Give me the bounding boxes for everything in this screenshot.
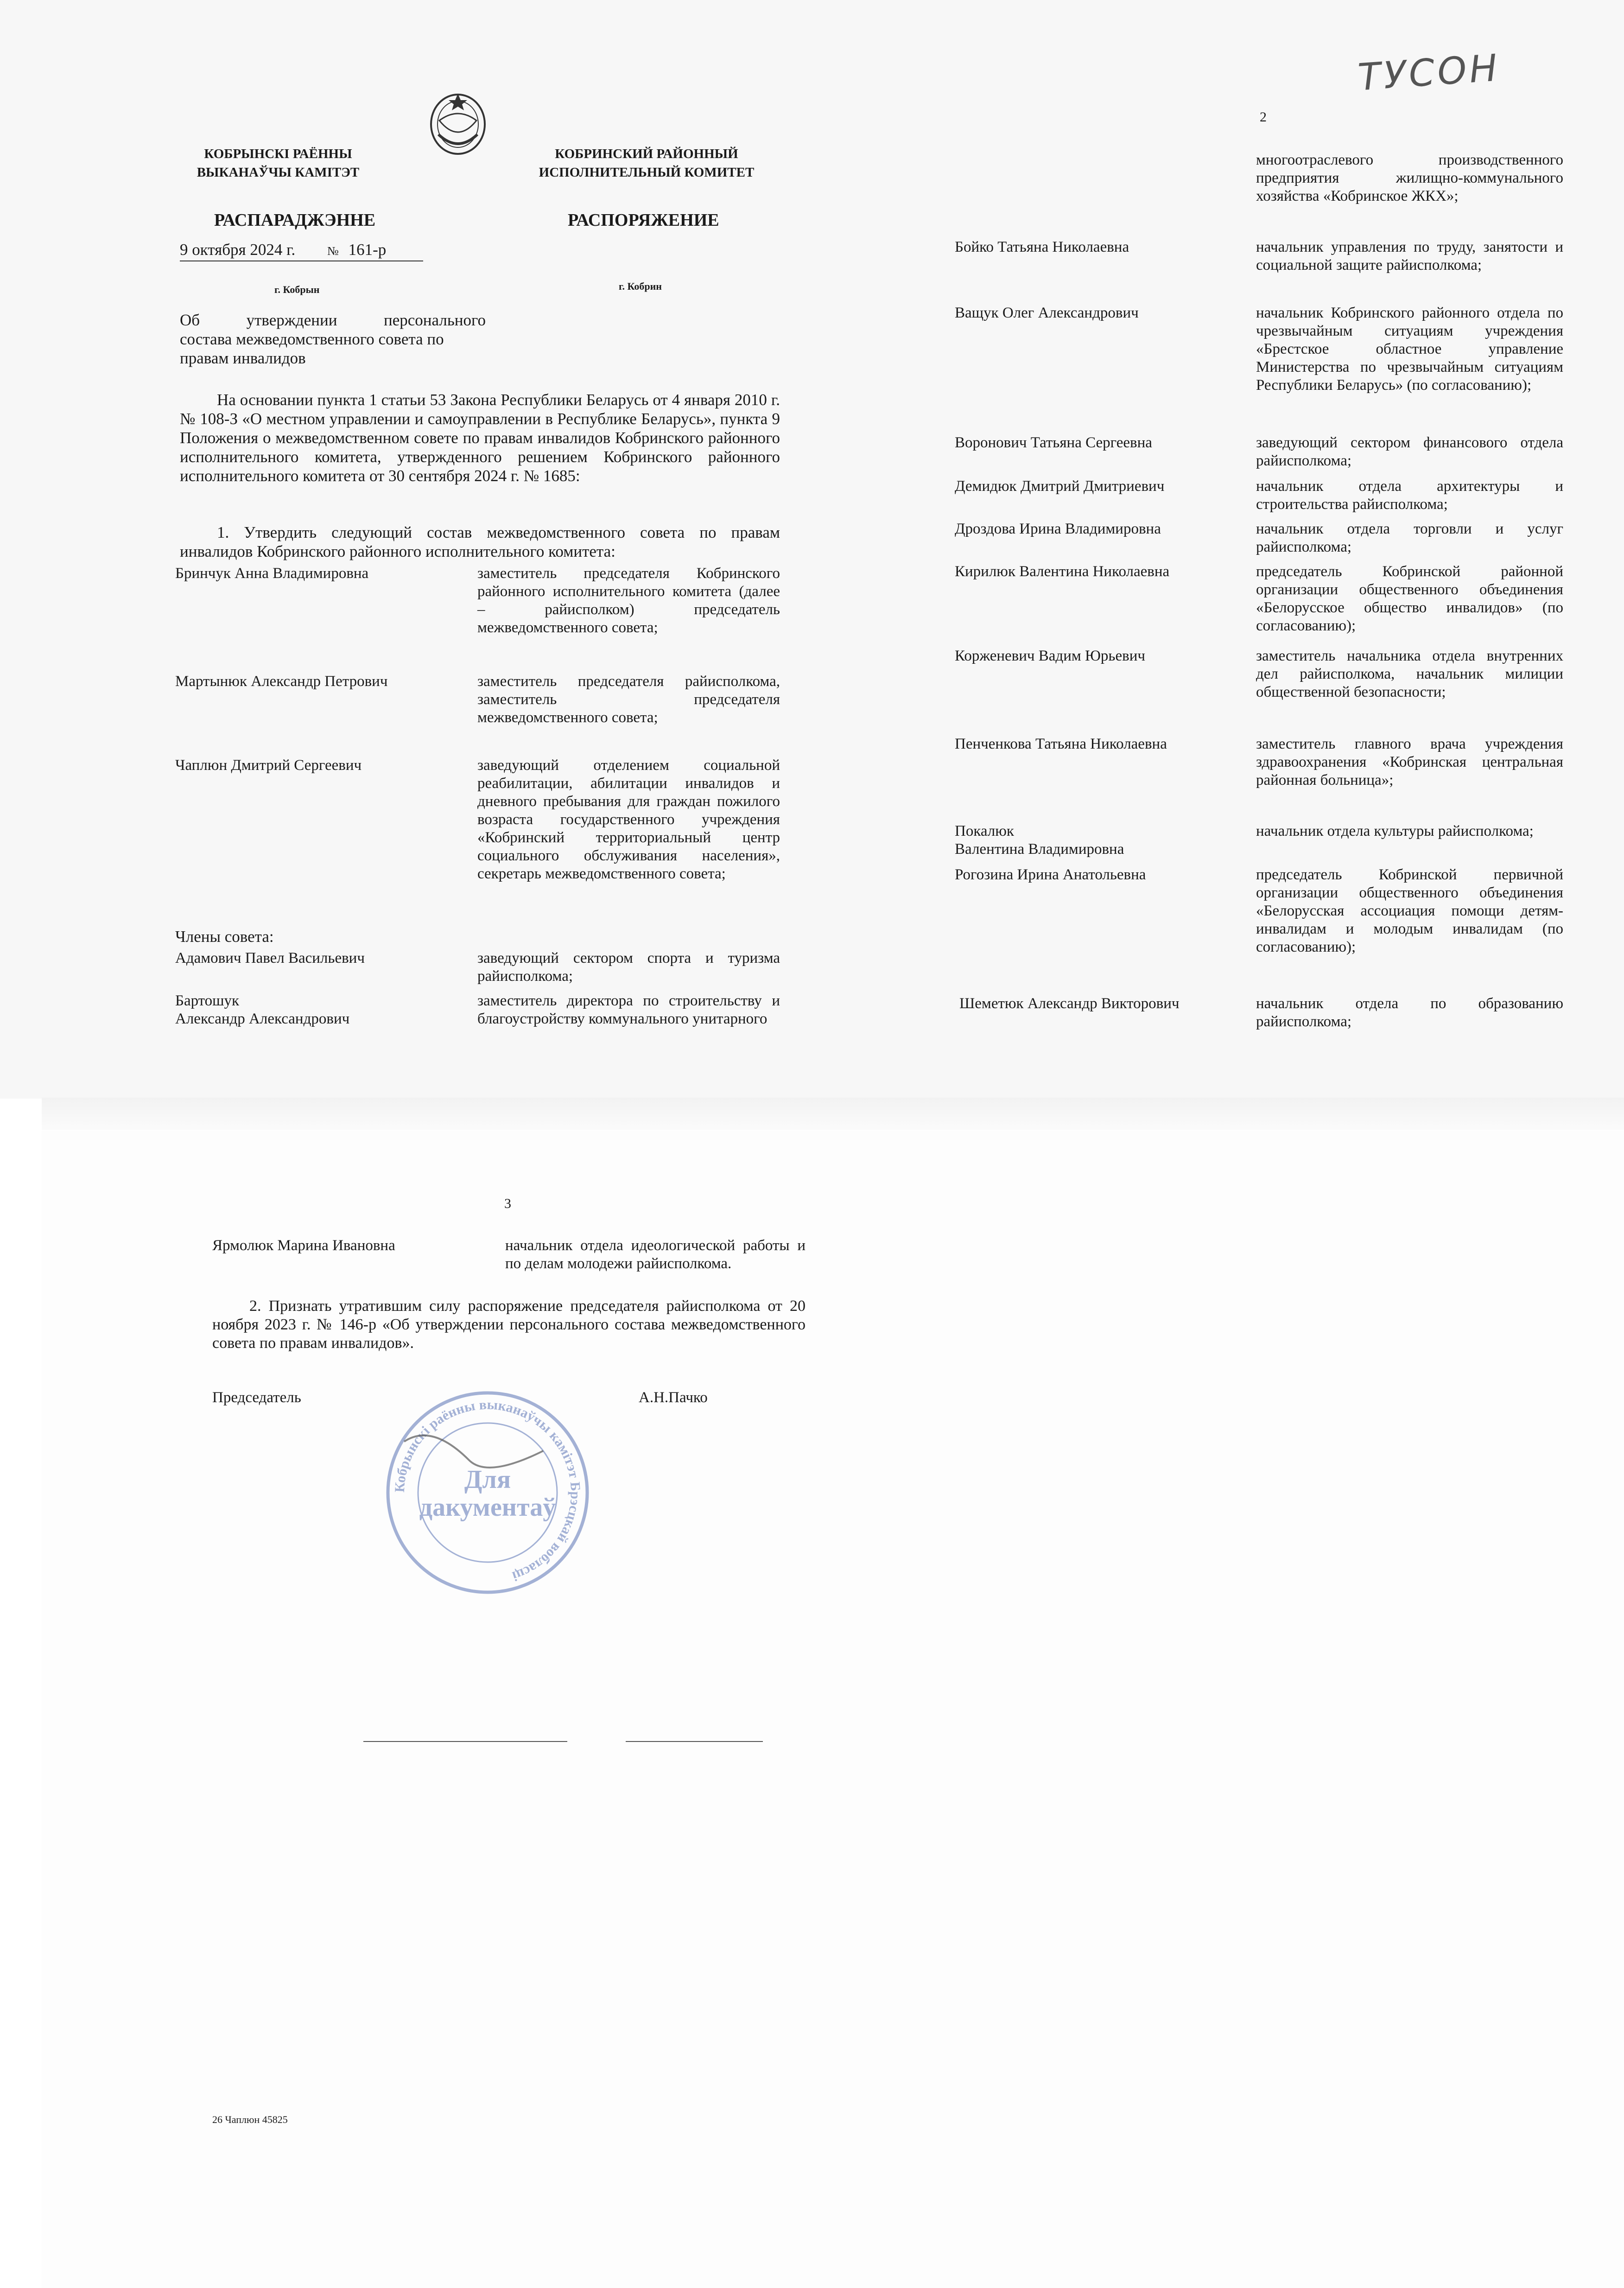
- page-fold-shadow: [42, 1098, 1624, 1130]
- member-role: начальник отдела по образованию райисполкома;: [1256, 995, 1563, 1030]
- member-role: заместитель главного врача учреждения здравоохранения «Кобринская центральная районная больница»;: [1256, 736, 1563, 788]
- subject-line3: правам инвалидов: [180, 349, 306, 367]
- member-role: заведующий сектором финансового отдела райисполкома;: [1256, 434, 1563, 469]
- member-role: заместитель председателя райисполкома, заместитель председателя межведомственного совета;: [477, 673, 780, 726]
- member-role: заместитель директора по строительству и благоустройству коммунального унитарного: [477, 992, 780, 1027]
- member-name: Бринчук Анна Владимировна: [175, 565, 369, 582]
- org-name-ru: [524, 145, 769, 182]
- item-1: 1. Утвердить следующий состав межведомственного совета по правам инвалидов Кобринского районного исполнительного комитета:: [180, 523, 780, 560]
- member-name: Воронович Татьяна Сергеевна: [955, 434, 1152, 451]
- stamp-ring-text: Кобрынскі раённы выканаўчы камітэт Брэсцкай вобласці: [392, 1397, 584, 1584]
- org-name-ru-line1: КОБРИНСКИЙ РАЙОННЫЙ: [555, 146, 738, 161]
- place-by: г. Кобрын: [274, 284, 320, 295]
- org-name-by-line2: ВЫКАНАЎЧЫ КАМІТЭТ: [197, 165, 360, 180]
- member-name: Ярмолюк Марина Ивановна: [212, 1237, 395, 1254]
- official-stamp: [349, 1381, 627, 1604]
- blank-rule: [363, 1741, 567, 1742]
- doc-date-line: [180, 240, 423, 261]
- handwritten-mark: ТУСОН: [1357, 46, 1502, 99]
- member-role: председатель Кобринской районной организации общественного объединения «Белорусское общество инвалидов» (по согласованию);: [1256, 563, 1563, 634]
- place-ru: г. Кобрин: [619, 280, 662, 292]
- footer-note: 26 Чаплюн 45825: [212, 2114, 288, 2125]
- doc-type-ru: РАСПОРЯЖЕНИЕ: [568, 210, 719, 230]
- member-name: Чаплюн Дмитрий Сергеевич: [175, 757, 362, 774]
- org-name-by: [190, 145, 366, 182]
- member-name: Ващук Олег Александрович: [955, 305, 1139, 321]
- member-name: Кирилюк Валентина Николаевна: [955, 563, 1170, 580]
- subject-line1: Об утверждении персонального: [180, 311, 486, 329]
- council-label: Члены совета:: [175, 928, 274, 946]
- state-emblem-icon: [425, 88, 490, 158]
- doc-number-label: №: [327, 244, 339, 258]
- signature-title: Председатель: [212, 1389, 301, 1406]
- member-name: Покалюк Валентина Владимировна: [955, 823, 1124, 858]
- item-2: 2. Признать утратившим силу распоряжение председателя райисполкома от 20 ноября 2023 г. № 146-р «Об утверждении персонального состава межведомственного совета по правам инвалидов».: [212, 1297, 806, 1352]
- doc-type-by: РАСПАРАДЖЭННЕ: [214, 210, 376, 230]
- signature-name: А.Н.Пачко: [639, 1389, 708, 1406]
- member-name: Корженевич Вадим Юрьевич: [955, 648, 1145, 664]
- subject: [180, 311, 486, 368]
- member-role: начальник Кобринского районного отдела по чрезвычайным ситуациям учреждения «Брестское областное управление Министерства по чрезвычайным ситуациям Республики Беларусь» (по согласованию);: [1256, 305, 1563, 394]
- member-role: заведующий отделением социальной реабилитации, абилитации инвалидов и дневного пребывания для граждан пожилого возраста государственного учреждения «Кобринский территориальный центр социального обслуживания населения», секретарь межведомственного совета;: [477, 757, 780, 882]
- member-name: Шеметюк Александр Викторович: [959, 995, 1180, 1012]
- member-name: Демидюк Дмитрий Дмитриевич: [955, 478, 1165, 495]
- member-role: заместитель председателя Кобринского районного исполнительного комитета (далее – райисполком) председатель межведомственного совета;: [477, 565, 780, 636]
- member-role: председатель Кобринской первичной организации общественного объединения «Белорусская ассоциация помощи детям-инвалидам и молодым инвалидам (по согласованию);: [1256, 866, 1563, 955]
- org-name-ru-line2: ИСПОЛНИТЕЛЬНЫЙ КОМИТЕТ: [539, 165, 755, 180]
- member-role: начальник отдела архитектуры и строительства райисполкома;: [1256, 478, 1563, 513]
- blank-rule: [626, 1741, 763, 1742]
- member-name: Бойко Татьяна Николаевна: [955, 239, 1129, 255]
- member-role: заместитель начальника отдела внутренних дел райисполкома, начальник милиции общественной безопасности;: [1256, 648, 1563, 700]
- member-role: начальник управления по труду, занятости и социальной защите райисполкома;: [1256, 239, 1563, 273]
- member-role: начальник отдела торговли и услуг райисполкома;: [1256, 521, 1563, 555]
- subject-line2: состава межведомственного совета по: [180, 330, 444, 348]
- member-name: Мартынюк Александр Петрович: [175, 673, 388, 690]
- member-name: Рогозина Ирина Анатольевна: [955, 866, 1146, 883]
- member-role-continuation: многоотраслевого производственного предприятия жилищно-коммунального хозяйства «Кобринское ЖКХ»;: [1256, 152, 1563, 204]
- doc-date: 9 октября 2024 г.: [180, 241, 296, 259]
- member-name: Пенченкова Татьяна Николаевна: [955, 736, 1167, 752]
- page-number: 3: [504, 1196, 511, 1211]
- org-name-by-line1: КОБРЫНСКІ РАЁННЫ: [204, 146, 352, 161]
- preamble: На основании пункта 1 статьи 53 Закона Республики Беларусь от 4 января 2010 г. № 108-З «О местном управлении и самоуправлении в Республике Беларусь», пункта 9 Положения о межведомственном совете по правам инвалидов Кобринского районного исполнительного комитета, утвержденного решением Кобринского районного исполнительного комитета от 30 сентября 2024 г. № 1685:: [180, 391, 780, 485]
- doc-number: 161-р: [348, 241, 387, 259]
- member-role: начальник отдела идеологической работы и по делам молодежи райисполкома.: [505, 1237, 806, 1272]
- member-name: Адамович Павел Васильевич: [175, 950, 365, 966]
- member-role: начальник отдела культуры райисполкома;: [1256, 823, 1534, 839]
- page-number: 2: [1260, 109, 1267, 125]
- member-role: заведующий сектором спорта и туризма райисполкома;: [477, 950, 780, 985]
- member-name: Дроздова Ирина Владимировна: [955, 521, 1161, 537]
- stamp-center-line2: дакументаў: [419, 1493, 556, 1522]
- member-name: Бартошук Александр Александрович: [175, 992, 350, 1027]
- stamp-center-line1: Для: [464, 1465, 511, 1494]
